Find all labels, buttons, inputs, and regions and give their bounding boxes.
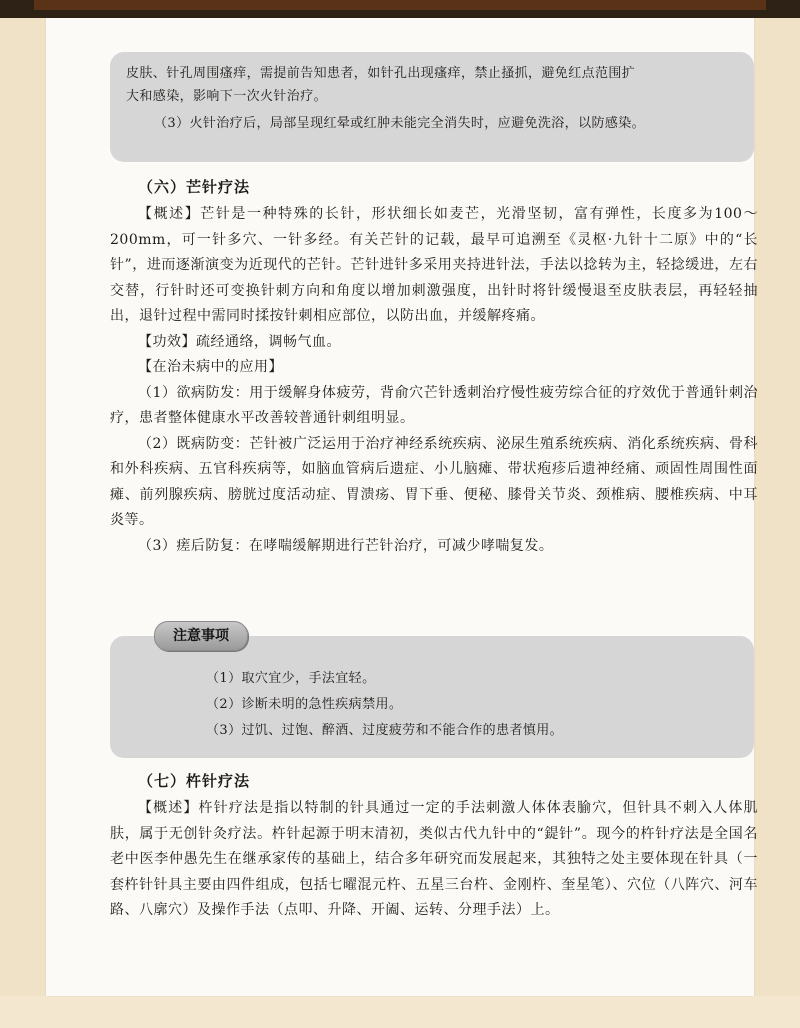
section6-effect: 【功效】疏经通络，调畅气血。 bbox=[138, 333, 341, 350]
section6-body bbox=[110, 202, 758, 559]
section6-app2: （2）既病防变：芒针被广泛运用于治疗神经系统疾病、泌尿生殖系统疾病、消化系统疾病、骨科和外科疾病、五官科疾病等，如脑血管病后遗症、小儿脑瘫、带状疱疹后遗神经痛、顽固性周围性面瘫、前列腺疾病、膀胱过度活动症、胃溃疡、胃下垂、便秘、膝骨关节炎、颈椎病、腰椎疾病、中耳炎等。 bbox=[110, 435, 758, 528]
section6-overview: 【概述】芒针是一种特殊的长针，形状细长如麦芒，光滑坚韧，富有弹性，长度多为100～200mm，可一针多穴、一针多经。有关芒针的记载，最早可追溯至《灵枢·九针十二原》中的“长针”，进而逐渐演变为近现代的芒针。芒针进针多采用夹持进针法，手法以捻转为主，轻捻缓进，左右交替，行针时还可变换针刺方向和角度以增加刺激强度，出针时将针缓慢退至皮肤表层，再轻轻抽出，退针过程中需同时揉按针刺相应部位，以防出血，并缓解疼痛。 bbox=[110, 206, 758, 324]
top-box-line1: 皮肤、针孔周围瘙痒，需提前告知患者，如针孔出现瘙痒，禁止搔抓，避免红点范围扩 bbox=[126, 66, 636, 81]
section6-heading: （六）芒针疗法 bbox=[138, 178, 251, 196]
notes-item-3: （3）过饥、过饱、醉酒、过度疲劳和不能合作的患者慎用。 bbox=[206, 723, 564, 738]
section7-overview: 【概述】杵针疗法是指以特制的针具通过一定的手法刺激人体体表腧穴，但针具不刺入人体肌肤，属于无创针灸疗法。杵针起源于明末清初，类似古代九针中的“鍉针”。现今的杵针疗法是全国名老中医李仲愚先生在继承家传的基础上，结合多年研究而发展起来，其独特之处主要体现在针具（一套杵针针具主要由四件组成，包括七曜混元杵、五星三台杵、金刚杵、奎星笔）、穴位（八阵穴、河车路、八廓穴）及操作手法（点叩、升降、开阖、运转、分理手法）上。 bbox=[110, 800, 758, 918]
section6-app1: （1）欲病防发：用于缓解身体疲劳，背俞穴芒针透刺治疗慢性疲劳综合征的疗效优于普通针刺治疗，患者整体健康水平改善较普通针刺组明显。 bbox=[110, 384, 758, 426]
section6-app3: （3）瘥后防复：在哮喘缓解期进行芒针治疗，可减少哮喘复发。 bbox=[138, 537, 554, 554]
top-frame-inner bbox=[34, 0, 766, 10]
notes-list bbox=[206, 666, 726, 744]
notes-item-1: （1）取穴宜少，手法宜轻。 bbox=[206, 671, 376, 686]
section7-heading: （七）杵针疗法 bbox=[138, 772, 251, 790]
bottom-frame bbox=[0, 996, 800, 1028]
top-box-line2: 大和感染，影响下一次火针治疗。 bbox=[126, 89, 328, 104]
notes-tag: 注意事项 bbox=[154, 621, 248, 651]
section7-body bbox=[110, 796, 758, 924]
top-frame-bar bbox=[0, 0, 800, 18]
right-frame bbox=[754, 18, 800, 1028]
top-box-line3: （3）火针治疗后，局部呈现红晕或红肿未能完全消失时，应避免洗浴，以防感染。 bbox=[154, 116, 646, 131]
left-frame bbox=[0, 18, 46, 1028]
notes-item-2: （2）诊断未明的急性疾病禁用。 bbox=[206, 697, 403, 712]
book-page bbox=[46, 18, 758, 996]
section6-application-title: 【在治未病中的应用】 bbox=[138, 359, 283, 375]
top-shaded-box bbox=[110, 52, 754, 162]
